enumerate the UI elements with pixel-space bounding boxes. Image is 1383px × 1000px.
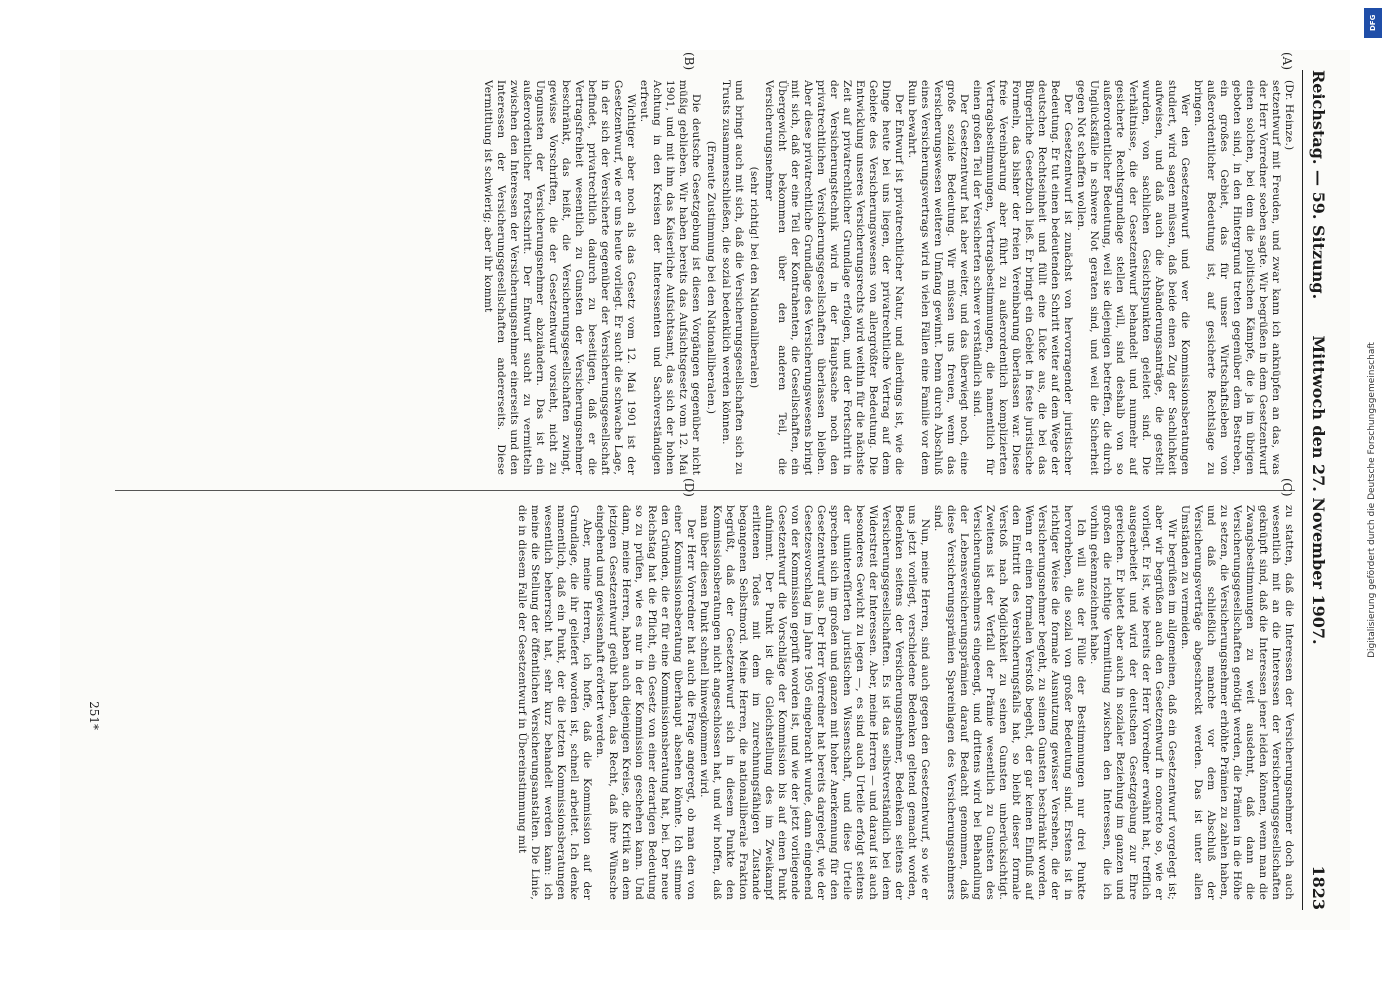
page-number: 1823 <box>1309 865 1328 910</box>
paragraph: Wichtiger aber noch als das Gesetz vom 12. Mai 1901 ist der Gesetzentwurf, wie er uns heute vorliegt. Er sucht die schwache Lage, in der sich der Versicherte gegenüber der Versicherungsgesellschaft befindet, privatrechtlich dadurch zu beseitigen, daß er die Vertragsfreiheit wesentlich zu Gunsten der Versicherungsnehmer beschränkt, das heißt, die Versicherungsgesellschaften zwingt, gewisse Vorschriften, die der Gesetzentwurf vorsieht, nicht zu Ungunsten der Versicherungsnehmer abzuändern. Das ist ein außerordentlicher Fortschritt. Der Entwurf sucht zu vermitteln zwischen den Interessen der Versicherungsnehmer einerseits und den Interessen der Versicherungsgesellschaften andererseits. Diese Vermittlung ist schwierig; aber ihr kommt <box>482 80 637 475</box>
paragraph: und bringt auch mit sich, daß die Versicherungsgesellschaften sich zu Trusts zusammenschließen, die sozial bedenklich werden können. <box>720 80 745 475</box>
digitization-credit <box>1363 20 1381 980</box>
credit-text: Digitalisierung gefördert durch die Deutsche Forschungsgemeinschaft <box>1367 342 1377 658</box>
interjection: (sehr richtig! bei den Nationalliberalen) <box>748 166 760 389</box>
header-left: Reichstag. — 59. Sitzung. <box>1309 70 1328 300</box>
column-divider <box>115 490 1295 491</box>
margin-marker-a: (A) <box>1280 52 1294 71</box>
rotated-scan <box>75 50 1335 930</box>
interjection: (Erneute Zustimmung bei den Nationalliberalen.) <box>705 140 717 415</box>
paragraph: Ich will aus der Fülle der Bestimmungen nur drei Punkte hervorheben, die sozial von großer Bedeutung sind. Erstens ist in richtiger Weise die formale Ausnutzung gewisser Versehen, die der Versicherungsnehmer begeht, zu seinen Gunsten beschränkt worden. Wenn er einen formalen Verstoß begeht, der gar keinen Einfluß auf den Eintritt des Versicherungsfalls hat, so bleibt dieser formale Verstoß nach Möglichkeit zu seinen Gunsten unberücksichtigt. Zweitens ist der Verfall der Prämie wesentlich zu Gunsten des Versicherungsnehmers eingeengt, und drittens wird bei Behandlung der Lebensversicherungsprämien darauf Bedacht genommen, daß diese Versicherungsprämien Spareinlagen des Versicherungsnehmers sind. <box>932 505 1087 900</box>
header-date: Mittwoch den 27. November 1907. <box>1309 335 1328 645</box>
paragraph: Die deutsche Gesetzgebung ist diesen Vorgängen gegenüber nicht müßig geblieben. Wir haben bereits das Aufsichtsgesetz vom 12. Mai 1901, und mit ihm das Kaiserliche Aufsichtsamt, das sich der hohen Achtung in den Kreisen der Interessenten und Sachverständigen erfreut. <box>638 80 702 475</box>
left-column <box>115 80 1295 475</box>
margin-marker-c: (C) <box>1280 478 1294 497</box>
paragraph: setzentwurf mit Freuden, und zwar kann ich anknüpfen an das, was der Herr Vorredner soeben sagte. Wir begrüßen in dem Gesetzentwurf einen solchen, bei dem die politischen Kämpfe, die ja im übrigen geboten sind, in den Hintergrund treten gegenüber dem Bestreben, ein großes Gebiet, das für unser Wirtschaftsleben von außerordentlicher Bedeutung ist, auf gesicherte Rechtslage zu bringen. <box>1192 80 1282 475</box>
paragraph: Wer den Gesetzentwurf und wer die Kommissionsberatungen studiert, wird sagen müssen, daß beide einen Zug der Sachlichkeit aufweisen, und daß auch die Abänderungsanträge, die gestellt wurden, von sachlichen Gesichtspunkten geleitet sind. Die Verhältnisse, die der Gesetzentwurf behandelt und nunmehr auf gesicherte Rechtsgrundlage stellen will, sind deshalb von so außerordentlicher Bedeutung, weil sie diejenigen betreffen, die durch Unglücksfälle in schwere Not geraten sind, und weil die Sicherheit gegen Not schaffen wollen. <box>1075 80 1191 475</box>
paragraph: Der Gesetzentwurf ist zunächst von hervorragender juristischer Bedeutung. Er tut einen bedeutenden Schritt weiter auf dem Wege der deutschen Rechtseinheit und füllt eine Lücke aus, die bei das Bürgerliche Gesetzbuch ließ. Er bringt ein Gebiet in feste juristische Formeln, das bisher der freien Vereinbarung überlassen war. Diese freie Vereinbarung aber führt zu außerordentlich komplizierten Vertragsbestimmungen, Vertragsbestimmungen, die namentlich für einen großen Teil der Versicherten schwer verständlich sind. <box>971 80 1074 475</box>
page-header <box>1302 70 1327 910</box>
paragraph: Der Gesetzentwurf hat aber weiter, und das überwiegt noch, eine große soziale Bedeutung. Wir müssen uns freuen, wenn das Versicherungswesen weiteren Umfang gewinnt. Denn durch Abschluß eines Versicherungsvertrags wird in vielen Fällen eine Familie vor dem Ruin bewahrt. <box>906 80 970 475</box>
page-footer: 251* <box>87 701 101 730</box>
dfg-logo: DFG <box>1364 8 1382 38</box>
newspaper-page <box>60 50 1350 930</box>
paragraph: Nun, meine Herren, sind auch gegen den Gesetzentwurf, so wie er uns jetzt vorliegt, verschiedene Bedenken geltend gemacht worden, Bedenken seitens der Versicherungsnehmer, Bedenken seitens der Versicherungsgesellschaften. Es ist das selbstverständlich bei dem Widerstreit der Interessen. Aber, meine Herren — und darauf ist auch besonderes Gewicht zu legen —, es sind auch Urteile erfolgt seitens der unintereſſierten juristischen Wissenschaft, und diese Urteile sprechen sich im großen und ganzen mit hoher Anerkennung für den Gesetzentwurf aus. Der Herr Vorredner hat bereits dargelegt, wie der Gesetzesvorschlag im Jahre 1905 eingebracht wurde, dann eingehend von der Kommission geprüft worden ist, und wie der jetzt vorliegende Gesetzentwurf die Vorschläge der Kommission bis auf einen Punkt aufnimmt. Der Punkt ist die Gleichstellung des im Zweikampf erlittenen Todes mit dem im zurechnungsfähigen Zustande begangenen Selbstmord. Meine Herren, die nationalliberale Fraktion begrüßt, daß der Gesetzentwurf sich in diesem Punkte den Kommissionsberatungen nicht angeschlossen hat, und wir hoffen, daß man über diesen Punkt schnell hinwegkommen wird. <box>698 505 931 900</box>
right-column <box>115 505 1295 900</box>
margin-marker-d: (D) <box>682 478 696 497</box>
paragraph: Aber, meine Herren, ich hoffe, daß die Kommission auf der Grundlage, die ihr geliefert worden ist, schnell arbeitet. Ich denke namentlich, daß ein Punkt, der die letzten Kommissionsberatungen wesentlich beherrscht hat, sehr kurz behandelt werden kann: ich meine die Stellung der öffentlichen Versicherungsanstalten. Die Linie, die in diesem Falle der Gesetzentwurf in Übereinstimmung mit <box>516 505 593 900</box>
paragraph: Der Herr Vorredner hat auch die Frage angeregt, ob man den von einer Kommissionsberatung überhaupt absehen könnte. Ich stimme den Gründen, die er für eine Kommissionsberatung hat, bei. Der neue Reichstag hat die Pflicht, ein Gesetz von einer derartigen Bedeutung so zu prüfen, wie es nur in der Kommission geschehen kann. Und dann, meine Herren, haben auch diejenigen Kreise, die Kritik an dem jetzigen Gesetzentwurf geübt haben, das Recht, daß ihre Wünsche eingehend und gewissenhaft erörtert werden. <box>594 505 697 900</box>
paragraph: Der Entwurf ist privatrechtlicher Natur, und allerdings ist, wie die Dinge heute bei uns liegen, der privatrechtliche Vertrag auf dem Gebiete des Versicherungswesens von allergrößter Bedeutung. Die Entwicklung unseres Versicherungsrechts wird weithin für die nächste Zeit auf privatrechtlicher Grundlage erfolgen, und der Fortschritt in der Versicherungstechnik wird in der Hauptsache noch den privatrechtlichen Versicherungsgesellschaften überlassen bleiben. Aber diese privatrechtliche Grundlage des Versicherungswesens bringt mit sich, daß der eine Teil der Kontrahenten, die Gesellschaften, ein Übergewicht bekommen über den anderen Teil, die Versicherungsnehmer <box>763 80 905 475</box>
paragraph: Wir begrüßen im allgemeinen, daß ein Gesetzentwurf vorgelegt ist; aber wir begrüßen auch den Gesetzentwurf in concreto so, wie er vorliegt. Er ist, wie bereits der Herr Vorredner erwähnt hat, trefflich ausgearbeitet und wird der deutschen Gesetzgebung zur Ehre gereichen. Er bietet aber auch in sozialer Beziehung im ganzen und großen die richtige Vermittlung zwischen den Interessen, die ich vorhin gekennzeichnet habe. <box>1088 505 1178 900</box>
speaker-label: (Dr. Heinze.) <box>1283 80 1295 151</box>
margin-marker-b: (B) <box>682 52 696 71</box>
paragraph: zu statten, daß die Interessen der Versicherungsnehmer doch auch wesentlich mit an die Interessen der Versicherungsgesellschaften geknüpft sind, daß die Interessen jener leiden können, wenn man die Zwangsbestimmungen zu weit ausdehnt, daß dann die Versicherungsgesellschaften genötigt werden, die Prämien in die Höhe zu setzen, die Versicherungsnehmer erhöhte Prämien zu zahlen haben, und daß schließlich manche vor dem Abschluß der Versicherungsverträge abgeschreckt werden. Das ist unter allen Umständen zu vermeiden. <box>1179 505 1295 900</box>
